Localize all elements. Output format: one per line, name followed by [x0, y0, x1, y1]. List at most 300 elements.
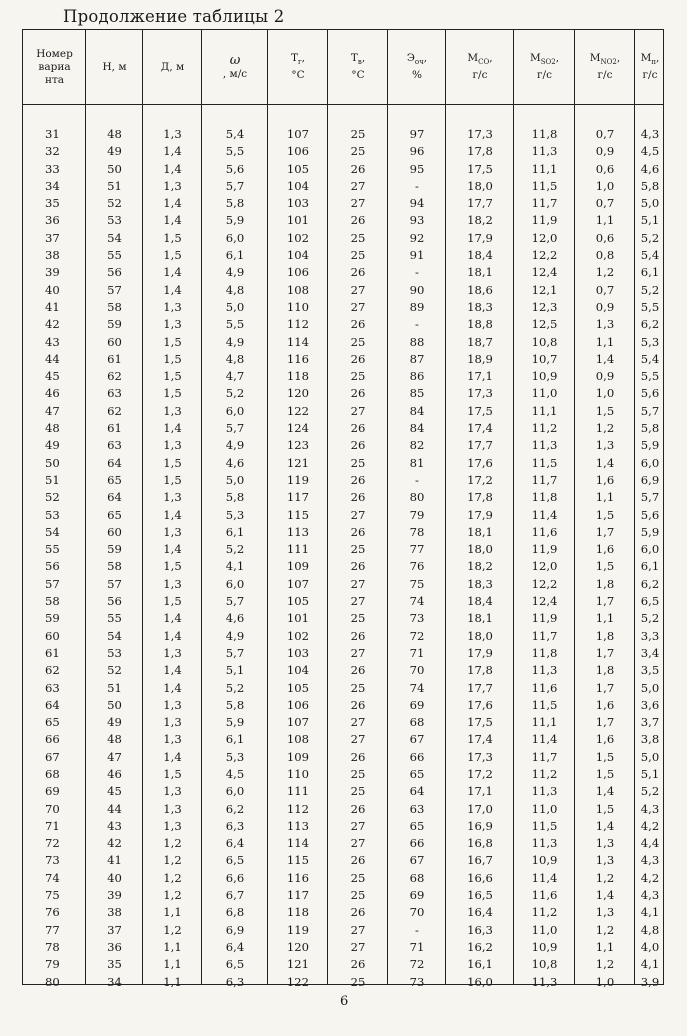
table-cell: 79: [45, 957, 60, 972]
table-cell: 1,3: [595, 853, 615, 868]
table-cell: 11,7: [531, 749, 558, 764]
table-cell: 17,7: [467, 196, 493, 211]
table-cell: 1,4: [163, 196, 182, 211]
table-cell: 1,6: [595, 697, 615, 712]
table-cell: 1,1: [163, 974, 182, 989]
table-cell: 11,3: [531, 663, 558, 678]
table-cell: 122: [286, 974, 310, 989]
table-row: [23, 680, 663, 697]
table-cell: 59: [107, 317, 122, 332]
table-cell: 6,3: [225, 974, 245, 989]
table-cell: 5,0: [225, 472, 245, 487]
table-cell: 12,5: [531, 317, 558, 332]
table-cell: 43: [45, 334, 60, 349]
table-cell: 82: [409, 438, 425, 453]
table-cell: 1,3: [163, 524, 182, 539]
table-cell: 0,7: [595, 196, 615, 211]
table-row: [23, 731, 663, 748]
table-cell: 5,7: [225, 178, 245, 193]
table-cell: 11,3: [531, 974, 558, 989]
header-line: $М_{CO}$,: [467, 51, 493, 67]
table-cell: 27: [350, 299, 366, 314]
table-cell: 18,8: [467, 317, 493, 332]
table-cell: 102: [286, 628, 310, 643]
table-cell: 41: [107, 853, 122, 868]
table-cell: 73: [45, 853, 60, 868]
table-cell: 11,3: [531, 438, 558, 453]
table-cell: 87: [409, 351, 425, 366]
header-line: $Т_в$,: [350, 51, 366, 67]
table-cell: 25: [350, 248, 366, 263]
table-cell: 36: [107, 939, 122, 954]
table-cell: 85: [409, 386, 425, 401]
table-cell: 11,3: [531, 144, 558, 159]
table-cell: 112: [286, 317, 310, 332]
table-row: [23, 662, 663, 679]
header-line: $М_{SO2}$,: [529, 51, 560, 67]
table-cell: 6,9: [640, 472, 660, 487]
table-cell: 17,3: [467, 386, 493, 401]
table-cell: 122: [286, 403, 310, 418]
table-cell: 114: [286, 836, 310, 851]
table-cell: 6,5: [640, 594, 660, 609]
table-cell: 79: [409, 507, 425, 522]
table-cell: 81: [409, 455, 425, 470]
table-cell: 88: [409, 334, 425, 349]
table-cell: 123: [286, 438, 310, 453]
table-row: [23, 610, 663, 627]
table-cell: 1,1: [595, 490, 615, 505]
table-cell: 4,4: [640, 836, 660, 851]
table-cell: 17,9: [467, 645, 493, 660]
table-cell: 1,3: [163, 732, 182, 747]
table-cell: 18,1: [467, 265, 493, 280]
table-row: [23, 576, 663, 593]
table-cell: 61: [107, 351, 122, 366]
table-cell: 54: [107, 230, 122, 245]
table-cell: 67: [409, 853, 425, 868]
table-cell: 95: [409, 161, 425, 176]
table-cell: 39: [45, 265, 60, 280]
table-cell: 78: [45, 939, 60, 954]
table-cell: 6,1: [225, 248, 245, 263]
table-cell: 5,4: [640, 248, 660, 263]
table-cell: 18,1: [467, 611, 493, 626]
table-cell: 11,0: [531, 801, 558, 816]
table-cell: 18,6: [467, 282, 493, 297]
table-cell: 5,6: [225, 161, 245, 176]
table-cell: 4,8: [225, 351, 245, 366]
table-cell: 4,0: [640, 939, 660, 954]
table-cell: 12,4: [531, 265, 558, 280]
table-cell: 18,2: [467, 559, 493, 574]
table-cell: 12,2: [531, 576, 558, 591]
table-cell: 104: [286, 663, 310, 678]
table-cell: 6,5: [225, 957, 245, 972]
table-cell: 107: [286, 127, 310, 141]
table-cell: 26: [350, 524, 366, 539]
table-cell: 118: [286, 905, 310, 920]
table-cell: 63: [107, 438, 122, 453]
table-cell: 1,4: [595, 888, 615, 903]
table-row: [23, 472, 663, 489]
table-cell: 69: [409, 697, 425, 712]
table-cell: 4,8: [640, 922, 660, 937]
table-row: [23, 385, 663, 402]
table-cell: 1,5: [595, 403, 615, 418]
table-cell: 11,4: [531, 732, 558, 747]
table-cell: 26: [350, 421, 366, 436]
table-row: [23, 852, 663, 869]
table-cell: 11,9: [531, 213, 558, 228]
table-cell: 103: [286, 196, 310, 211]
table-body: [23, 126, 663, 991]
table-cell: 1,4: [163, 542, 182, 557]
table-cell: 86: [409, 369, 425, 384]
table-cell: 115: [286, 507, 310, 522]
header-line: $М_{NO2}$,: [589, 51, 621, 67]
table-cell: 46: [45, 386, 60, 401]
table-cell: 1,3: [163, 299, 182, 314]
table-cell: 5,2: [640, 282, 660, 297]
table-cell: 34: [107, 974, 122, 989]
table-cell: 18,4: [467, 594, 493, 609]
table-row: [23, 264, 663, 281]
table-cell: 5,7: [225, 421, 245, 436]
table-cell: 6,1: [225, 732, 245, 747]
table-cell: 1,3: [163, 645, 182, 660]
table-cell: 26: [350, 628, 366, 643]
table-cell: 4,6: [225, 455, 245, 470]
table-cell: 64: [45, 697, 60, 712]
header-line: ω: [229, 52, 241, 68]
table-cell: 51: [107, 680, 122, 695]
table-cell: 37: [45, 230, 60, 245]
table-cell: 34: [45, 178, 60, 193]
page-number: 6: [340, 994, 349, 1009]
table-row: [23, 939, 663, 956]
header-line: °C: [351, 69, 365, 82]
table-cell: 25: [350, 784, 366, 799]
table-cell: 5,6: [640, 386, 660, 401]
table-cell: 6,0: [225, 230, 245, 245]
table-cell: 107: [286, 576, 310, 591]
table-cell: 6,1: [640, 559, 660, 574]
table-cell: 104: [286, 248, 310, 263]
table-cell: 4,7: [225, 369, 245, 384]
table-cell: 1,5: [595, 559, 615, 574]
table-cell: 17,5: [467, 715, 493, 730]
table-cell: 1,1: [595, 611, 615, 626]
table-cell: 72: [45, 836, 60, 851]
table-cell: 1,3: [163, 576, 182, 591]
table-cell: 17,3: [467, 127, 493, 141]
table-cell: 52: [107, 663, 122, 678]
table-cell: 5,7: [640, 403, 660, 418]
table-cell: 16,4: [467, 905, 493, 920]
table-row: [23, 956, 663, 973]
table-cell: 11,8: [531, 490, 558, 505]
table-cell: 6,0: [640, 455, 660, 470]
table-cell: 80: [409, 490, 425, 505]
table-cell: 71: [409, 645, 425, 660]
table-cell: 1,1: [163, 957, 182, 972]
table-cell: 26: [350, 905, 366, 920]
table-cell: 56: [107, 265, 122, 280]
table-cell: 0,7: [595, 282, 615, 297]
table-cell: 4,9: [225, 334, 245, 349]
table-row: [23, 212, 663, 229]
table-cell: 27: [350, 645, 366, 660]
table-row: [23, 541, 663, 558]
table-cell: 48: [107, 732, 122, 747]
table-cell: 17,4: [467, 421, 493, 436]
header-line: $М_п$,: [640, 51, 660, 67]
table-cell: 17,8: [467, 663, 493, 678]
table-cell: 6,3: [225, 818, 245, 833]
table-cell: 106: [286, 265, 310, 280]
table-cell: 57: [107, 576, 122, 591]
table-cell: 25: [350, 230, 366, 245]
table-cell: 84: [409, 403, 425, 418]
table-cell: 17,7: [467, 438, 493, 453]
table-cell: 63: [107, 386, 122, 401]
header-cell: [268, 30, 328, 104]
table-cell: 27: [350, 939, 366, 954]
table-cell: 107: [286, 715, 310, 730]
table-row: [23, 299, 663, 316]
table-cell: 44: [107, 801, 122, 816]
table-cell: 17,2: [467, 766, 493, 781]
table-cell: 11,3: [531, 784, 558, 799]
table-cell: 1,5: [163, 472, 182, 487]
table-cell: 1,4: [163, 265, 182, 280]
table-cell: 11,0: [531, 386, 558, 401]
header-line: $Э_{оч}$,: [406, 51, 428, 67]
table-cell: 1,3: [163, 490, 182, 505]
table-cell: 92: [409, 230, 425, 245]
table-cell: 89: [409, 299, 425, 314]
table-cell: 17,7: [467, 680, 493, 695]
table-row: [23, 316, 663, 333]
table-cell: 11,4: [531, 507, 558, 522]
table-cell: 111: [286, 542, 310, 557]
table-cell: 26: [350, 749, 366, 764]
table-cell: 50: [107, 697, 122, 712]
table-cell: 36: [45, 213, 60, 228]
table-cell: 4,3: [640, 801, 660, 816]
table-cell: 1,4: [595, 455, 615, 470]
table-cell: 71: [45, 818, 60, 833]
table-cell: 58: [107, 559, 122, 574]
table-cell: 1,3: [595, 317, 615, 332]
header-cell: [202, 30, 268, 104]
table-cell: 115: [286, 853, 310, 868]
table-cell: 11,5: [531, 178, 558, 193]
table-cell: 1,2: [163, 922, 182, 937]
table-cell: 1,5: [163, 766, 182, 781]
table-cell: 5,8: [640, 421, 660, 436]
table-cell: 11,9: [531, 542, 558, 557]
table-row: [23, 178, 663, 195]
table-cell: 45: [107, 784, 122, 799]
table-cell: 4,2: [640, 870, 660, 885]
table-cell: 26: [350, 559, 366, 574]
table-cell: 68: [409, 715, 425, 730]
table-cell: 120: [286, 386, 310, 401]
table-cell: 18,2: [467, 213, 493, 228]
table-cell: 114: [286, 334, 310, 349]
table-cell: 1,4: [163, 282, 182, 297]
table-cell: 1,0: [595, 178, 615, 193]
table-cell: 1,3: [163, 178, 182, 193]
table-cell: 1,3: [595, 905, 615, 920]
table-cell: 11,8: [531, 645, 558, 660]
table-cell: 11,5: [531, 818, 558, 833]
table-cell: 1,2: [595, 957, 615, 972]
table-cell: 5,1: [640, 766, 660, 781]
table-cell: 3,8: [640, 732, 660, 747]
table-row: [23, 783, 663, 800]
header-cell: [23, 30, 86, 104]
table-row: [23, 887, 663, 904]
table-cell: -: [415, 265, 419, 280]
table-cell: 42: [45, 317, 60, 332]
table-cell: 11,1: [531, 403, 558, 418]
table-cell: 48: [45, 421, 60, 436]
table-cell: 4,6: [640, 161, 660, 176]
table-cell: 10,9: [531, 369, 558, 384]
table-cell: 17,8: [467, 490, 493, 505]
table-cell: 57: [45, 576, 60, 591]
table-cell: 78: [409, 524, 425, 539]
table-cell: 5,0: [640, 196, 660, 211]
table-row: [23, 628, 663, 645]
table-cell: 67: [409, 732, 425, 747]
table-cell: 61: [45, 645, 60, 660]
table-cell: 80: [45, 974, 60, 989]
table-cell: 0,6: [595, 161, 615, 176]
table-cell: 43: [107, 818, 122, 833]
table-cell: 35: [45, 196, 60, 211]
table-row: [23, 507, 663, 524]
table-cell: 4,1: [640, 957, 660, 972]
table-cell: 16,7: [467, 853, 493, 868]
table-cell: 70: [409, 663, 425, 678]
table-cell: 105: [286, 594, 310, 609]
table-cell: 11,3: [531, 836, 558, 851]
table-cell: 1,4: [595, 784, 615, 799]
table-cell: 68: [45, 766, 60, 781]
table-cell: 6,0: [225, 784, 245, 799]
table-cell: 112: [286, 801, 310, 816]
table-row: [23, 766, 663, 783]
table-cell: 64: [107, 490, 122, 505]
table-cell: 4,9: [225, 265, 245, 280]
table-cell: 124: [286, 421, 310, 436]
table-cell: 5,5: [640, 369, 660, 384]
table-cell: 3,4: [640, 645, 660, 660]
table-cell: 117: [286, 888, 310, 903]
header-line: г/с: [537, 69, 552, 82]
table-cell: 27: [350, 178, 366, 193]
table-cell: 18,0: [467, 178, 493, 193]
table-cell: 6,1: [640, 265, 660, 280]
table-cell: 49: [107, 715, 122, 730]
table-cell: 53: [107, 213, 122, 228]
table-cell: 55: [107, 611, 122, 626]
table-cell: 3,6: [640, 697, 660, 712]
table-cell: 12,0: [531, 230, 558, 245]
table-cell: 1,5: [163, 455, 182, 470]
table-cell: 58: [45, 594, 60, 609]
table-cell: 25: [350, 888, 366, 903]
table-cell: 52: [45, 490, 60, 505]
table-cell: 25: [350, 870, 366, 885]
header-cell: [143, 30, 202, 104]
table-row: [23, 593, 663, 610]
table-cell: 55: [45, 542, 60, 557]
table-cell: 11,2: [531, 766, 558, 781]
table-cell: 5,3: [225, 749, 245, 764]
table-cell: 5,2: [225, 386, 245, 401]
table-cell: 6,8: [225, 905, 245, 920]
table-cell: 11,1: [531, 161, 558, 176]
table-row: [23, 801, 663, 818]
table-cell: 3,7: [640, 715, 660, 730]
table-cell: 70: [409, 905, 425, 920]
table-cell: 1,3: [163, 127, 182, 141]
header-line: нта: [44, 73, 65, 86]
table-cell: -: [415, 922, 419, 937]
table-cell: 17,6: [467, 697, 493, 712]
table-cell: 0,9: [595, 144, 615, 159]
table-cell: 4,9: [225, 628, 245, 643]
table-cell: 62: [107, 403, 122, 418]
table-cell: 4,3: [640, 888, 660, 903]
table-row: [23, 818, 663, 835]
table-row: [23, 161, 663, 178]
table-cell: 5,3: [640, 334, 660, 349]
table-cell: 10,7: [531, 351, 558, 366]
table-cell: 4,9: [225, 438, 245, 453]
table-cell: 3,3: [640, 628, 660, 643]
table-row: [23, 870, 663, 887]
table-row: [23, 645, 663, 662]
table-cell: 49: [45, 438, 60, 453]
table-cell: 27: [350, 576, 366, 591]
data-table: [22, 29, 664, 989]
table-cell: 62: [45, 663, 60, 678]
table-cell: 40: [45, 282, 60, 297]
table-cell: 52: [107, 196, 122, 211]
table-cell: 63: [409, 801, 425, 816]
table-cell: 27: [350, 594, 366, 609]
table-cell: 16,3: [467, 922, 493, 937]
table-cell: 11,6: [531, 680, 558, 695]
table-cell: 26: [350, 663, 366, 678]
table-cell: 26: [350, 490, 366, 505]
table-cell: 26: [350, 265, 366, 280]
table-cell: 65: [107, 507, 122, 522]
table-cell: 37: [107, 922, 122, 937]
table-cell: 5,3: [225, 507, 245, 522]
table-cell: 62: [107, 369, 122, 384]
table-cell: 5,5: [225, 144, 245, 159]
table-cell: 5,0: [225, 299, 245, 314]
table-cell: 26: [350, 801, 366, 816]
table-cell: 5,8: [225, 697, 245, 712]
